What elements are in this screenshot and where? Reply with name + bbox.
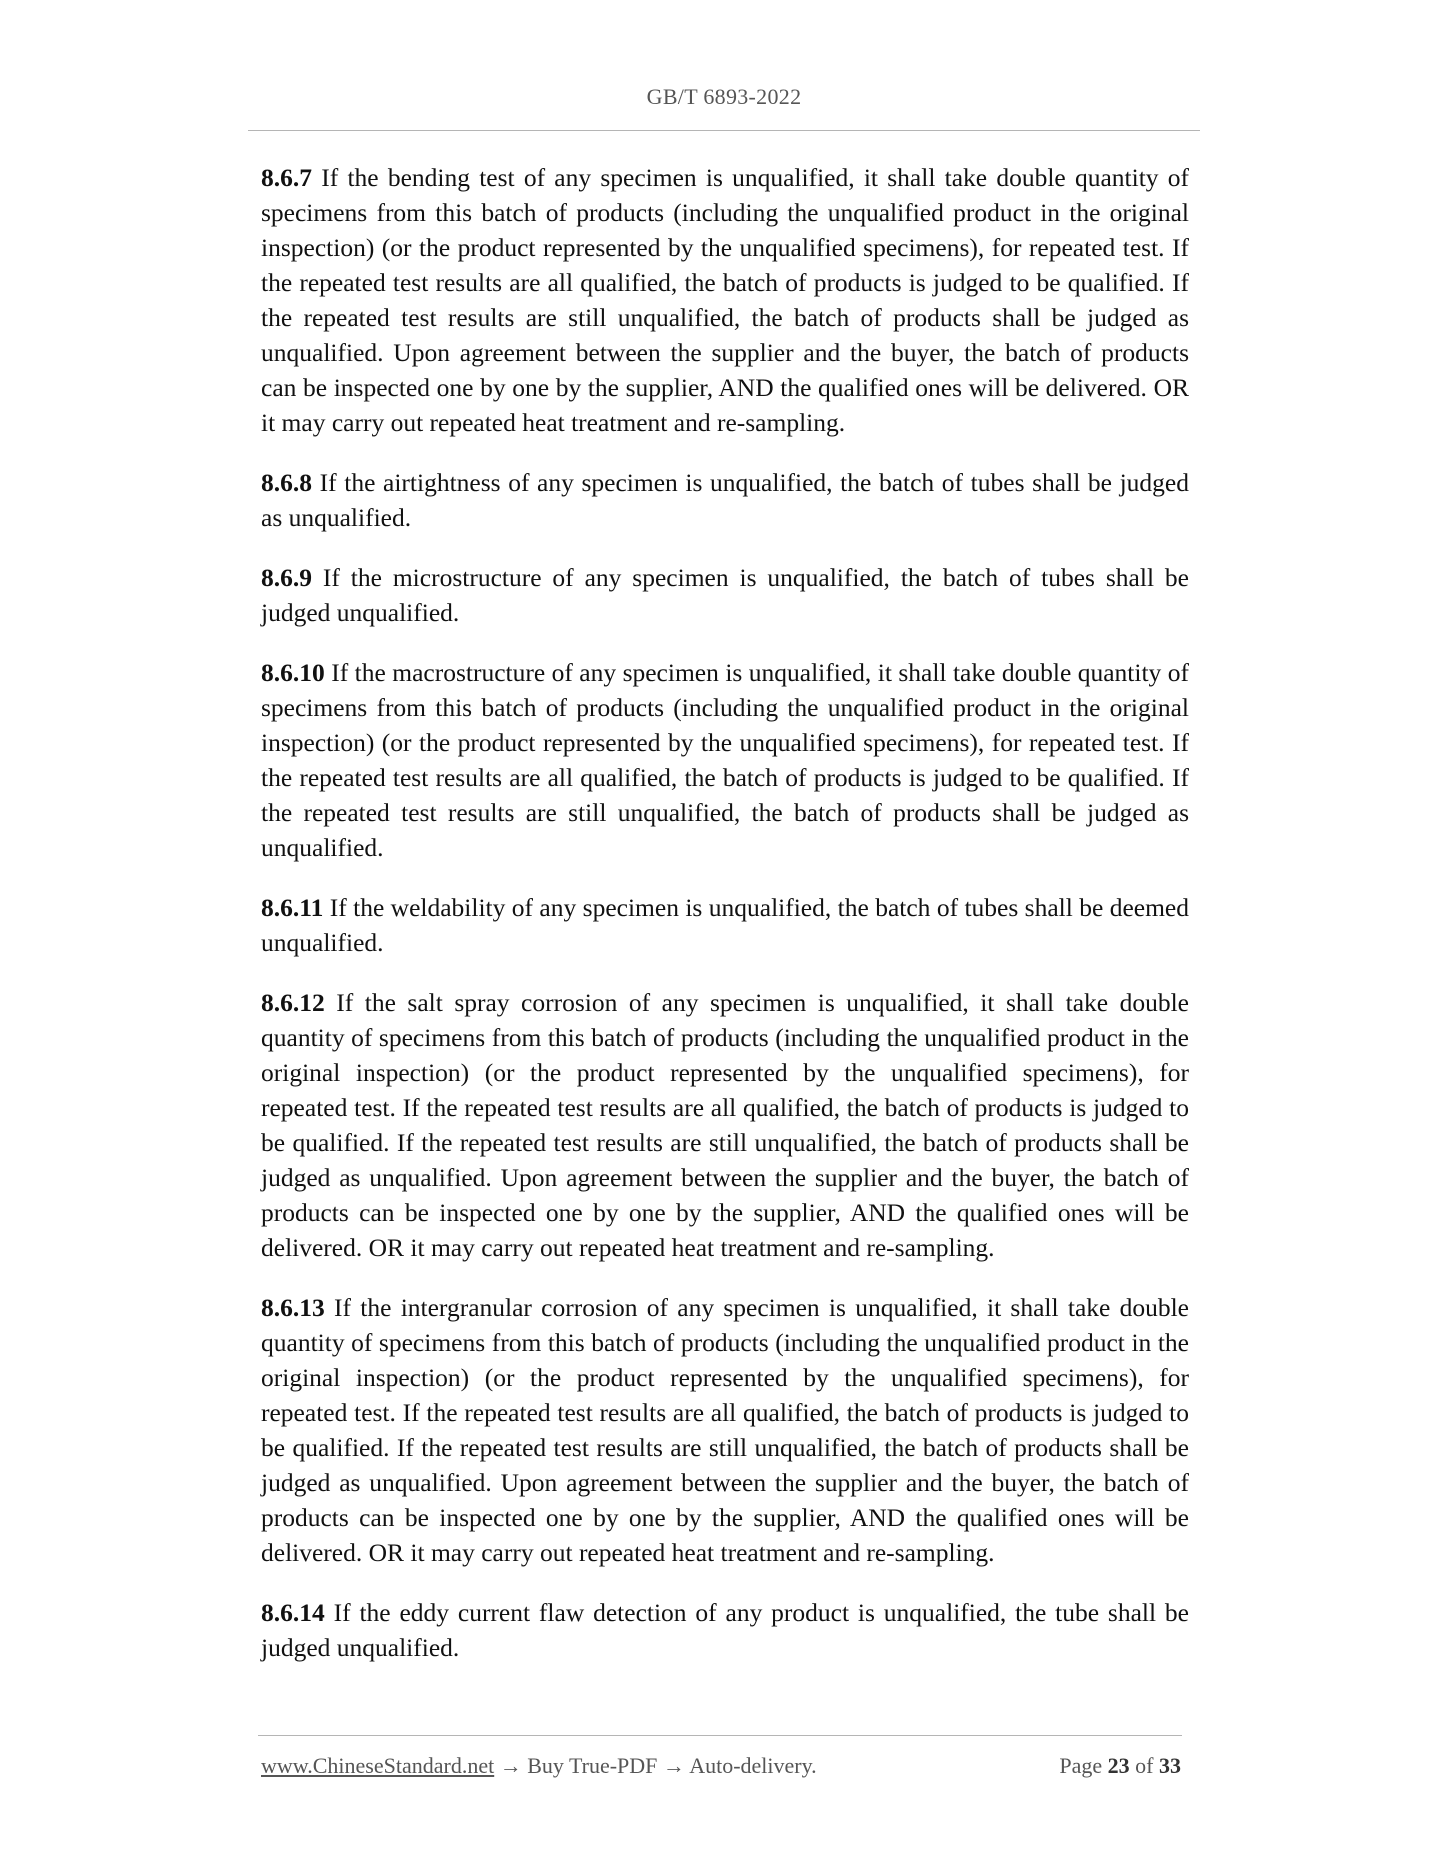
page-of: of [1129,1753,1159,1778]
clause-text: If the microstructure of any specimen is unqualified, the batch of tubes shall be judged unqualified. [261,563,1189,627]
header-divider [248,130,1200,131]
clause-text: If the bending test of any specimen is unqualified, it shall take double quantity of specimens from this batch of products (including the unqualified product in the original inspection) (or the product represented by the unqualified specimens), for repeated test. If the repeated test results are all qualified, the batch of products is judged to be qualified. If the repeated test results are still unqualified, the batch of products shall be judged as unqualified. Upon agreement between the supplier and the buyer, the batch of products can be inspected one by one by the supplier, AND the qualified ones will be delivered. OR it may carry out repeated heat treatment and re-sampling. [261,163,1189,437]
page-header [248,84,1200,110]
page-number [1059,1753,1181,1779]
clause-8-6-14 [261,1595,1189,1665]
clause-8-6-13 [261,1290,1189,1570]
site-link[interactable]: www.ChineseStandard.net [261,1753,495,1778]
footer-promo [261,1753,817,1779]
clause-8-6-9 [261,560,1189,630]
clause-8-6-8 [261,465,1189,535]
promo-text: → Buy True-PDF → Auto-delivery. [494,1753,817,1778]
clause-number: 8.6.14 [261,1598,325,1627]
clause-number: 8.6.7 [261,163,312,192]
clause-number: 8.6.8 [261,468,312,497]
clause-text: If the eddy current flaw detection of any product is unqualified, the tube shall be judged unqualified. [261,1598,1189,1662]
clause-text: If the salt spray corrosion of any specimen is unqualified, it shall take double quantity of specimens from this batch of products (including the unqualified product in the original inspection) (or the product represented by the unqualified specimens), for repeated test. If the repeated test results are all qualified, the batch of products is judged to be qualified. If the repeated test results are still unqualified, the batch of products shall be judged as unqualified. Upon agreement between the supplier and the buyer, the batch of products can be inspected one by one by the supplier, AND the qualified ones will be delivered. OR it may carry out repeated heat treatment and re-sampling. [261,988,1189,1262]
clause-8-6-10 [261,655,1189,865]
page-current: 23 [1107,1753,1130,1778]
clause-number: 8.6.13 [261,1293,325,1322]
clause-number: 8.6.12 [261,988,325,1017]
clause-text: If the intergranular corrosion of any specimen is unqualified, it shall take double quantity of specimens from this batch of products (including the unqualified product in the original inspection) (or the product represented by the unqualified specimens), for repeated test. If the repeated test results are all qualified, the batch of products is judged to be qualified. If the repeated test results are still unqualified, the batch of products shall be judged as unqualified. Upon agreement between the supplier and the buyer, the batch of products can be inspected one by one by the supplier, AND the qualified ones will be delivered. OR it may carry out repeated heat treatment and re-sampling. [261,1293,1189,1567]
clause-number: 8.6.10 [261,658,325,687]
clause-8-6-11 [261,890,1189,960]
clause-text: If the airtightness of any specimen is unqualified, the batch of tubes shall be judged as unqualified. [261,468,1189,532]
page-total: 33 [1159,1753,1181,1778]
standard-code: GB/T 6893-2022 [646,84,802,109]
footer-divider [258,1735,1182,1736]
clause-8-6-12 [261,985,1189,1265]
page-label: Page [1059,1753,1108,1778]
clause-number: 8.6.9 [261,563,312,592]
clause-8-6-7 [261,160,1189,440]
clause-text: If the weldability of any specimen is unqualified, the batch of tubes shall be deemed unqualified. [261,893,1189,957]
document-body [261,160,1189,1690]
clause-text: If the macrostructure of any specimen is unqualified, it shall take double quantity of specimens from this batch of products (including the unqualified product in the original inspection) (or the product represented by the unqualified specimens), for repeated test. If the repeated test results are all qualified, the batch of products is judged to be qualified. If the repeated test results are still unqualified, the batch of products shall be judged as unqualified. [261,658,1189,862]
clause-number: 8.6.11 [261,893,324,922]
